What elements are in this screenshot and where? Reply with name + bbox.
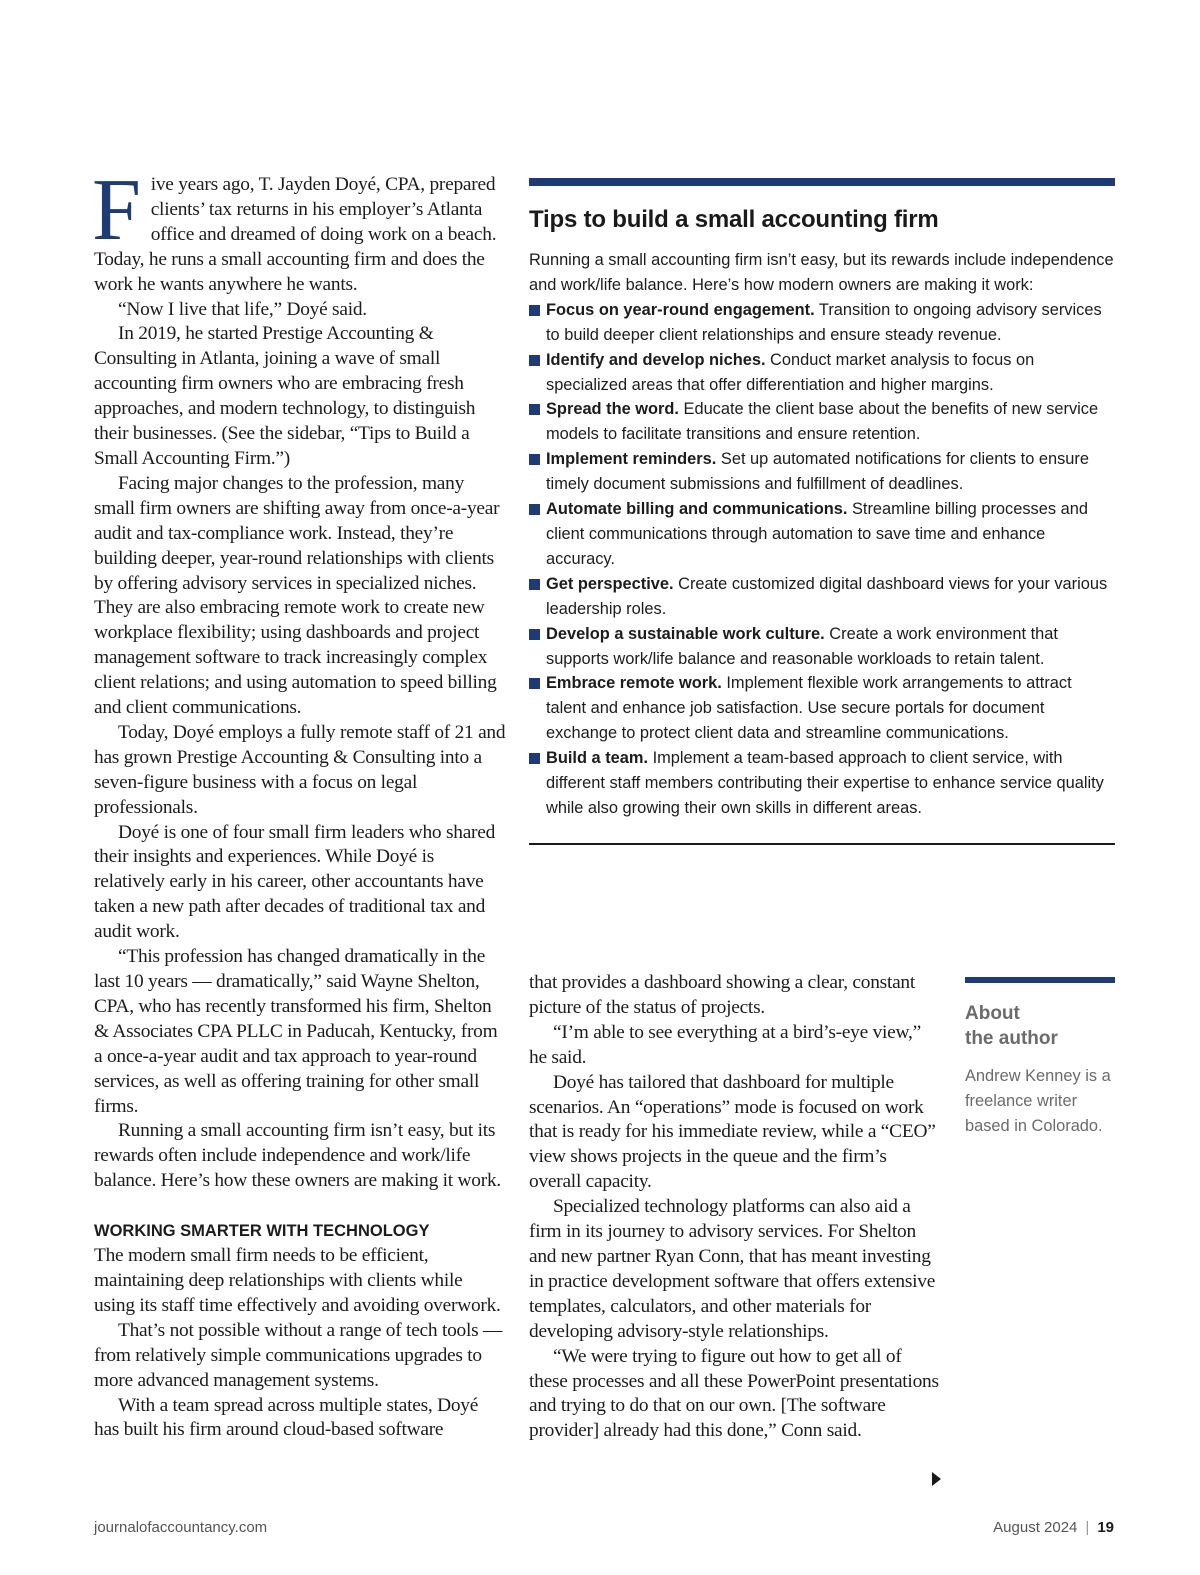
about-title-line: the author <box>965 1028 1058 1049</box>
article-paragraph: that provides a dashboard showing a clear, constant picture of the status of projects. <box>529 972 916 1018</box>
drop-cap: F <box>92 162 141 259</box>
article-paragraph: “We were trying to figure out how to get all of these processes and all these PowerPoint presentations and trying to do that on our own. [The software provider] already had this done,” Conn said. <box>529 1345 939 1442</box>
square-bullet-icon <box>529 305 540 316</box>
tip-heading: Build a team. <box>546 749 649 768</box>
tip-item <box>529 447 1115 497</box>
about-title-line: About <box>965 1003 1020 1024</box>
tip-text: Create a work environment that supports work/life balance and reasonable workloads to retain talent. <box>546 624 1058 668</box>
article-paragraph: “I’m able to see everything at a bird’s-eye view,” he said. <box>529 1021 921 1068</box>
tip-item <box>529 746 1115 821</box>
tip-heading: Embrace remote work. <box>546 674 722 693</box>
article-paragraph: “Now I live that life,” Doyé said. <box>118 298 367 320</box>
sidebar-top-rule <box>529 178 1115 186</box>
article-paragraph-text: ive years ago, T. Jayden Doyé, CPA, prepared clients’ tax returns in his employer’s Atlanta office and dreamed of doing work on a beach. Today, he runs a small accounting firm and does the work he wants anywhere he wants. <box>94 174 497 295</box>
square-bullet-icon <box>529 454 540 465</box>
tip-heading: Spread the word. <box>546 400 679 419</box>
article-paragraph: In 2019, he started Prestige Accounting & Consulting in Atlanta, joining a wave of small accounting firm owners who are embracing fresh approaches, and modern technology, to distinguish their businesses. (See the sidebar, “Tips to Build a Small Accounting Firm.”) <box>94 323 476 469</box>
article-paragraph: Specialized technology platforms can also aid a firm in its journey to advisory services. For Shelton and new partner Ryan Conn, that has meant investing in practice development software that offers extensive templates, calculators, and other materials for developing advisory-style relationships. <box>529 1196 936 1342</box>
about-top-rule <box>965 977 1115 983</box>
tip-text: Streamline billing processes and client communications through automation to save time and enhance accuracy. <box>546 500 1088 568</box>
tip-text: Conduct market analysis to focus on specialized areas that offer differentiation and higher margins. <box>546 350 1035 394</box>
article-paragraph: That’s not possible without a range of tech tools — from relatively simple communications upgrades to more advanced management systems. <box>94 1319 503 1391</box>
footer-folio <box>993 1519 1114 1536</box>
article-paragraph: Doyé is one of four small firm leaders who shared their insights and experiences. While Doyé is relatively early in his career, other accountants have taken a new path after decades of traditional tax and audit work. <box>94 821 496 943</box>
square-bullet-icon <box>529 504 540 515</box>
article-paragraph: Running a small accounting firm isn’t easy, but its rewards often include independence and work/life balance. Here’s how these owners are making it work. <box>94 1120 501 1192</box>
article-left-column <box>92 162 506 1443</box>
article-paragraph: The modern small firm needs to be efficient, maintaining deep relationships with clients while using its staff time effectively and avoiding overwork. <box>94 1245 501 1316</box>
article-paragraph: Facing major changes to the profession, many small firm owners are shifting away from once-a-year audit and tax-compliance work. Instead, they’re building deeper, year-round relationships with clients by offering advisory services in specialized niches. They are also embracing remote work to create new workplace flexibility; using dashboards and project management software to track increasingly complex client relations; and using automation to speed billing and client communications. <box>94 472 500 719</box>
section-heading: WORKING SMARTER WITH TECHNOLOGY <box>94 1222 430 1241</box>
sidebar-intro: Running a small accounting firm isn’t easy, but its rewards include independence and work/life balance. Here’s how modern owners are making it work: <box>529 251 1114 294</box>
square-bullet-icon <box>529 355 540 366</box>
square-bullet-icon <box>529 753 540 764</box>
tip-heading: Focus on year-round engagement. <box>546 300 815 319</box>
sidebar-bottom-rule <box>529 843 1115 845</box>
footer-issue: August 2024 <box>993 1519 1078 1536</box>
tip-item <box>529 497 1115 572</box>
tips-list <box>529 298 1115 821</box>
tip-heading: Implement reminders. <box>546 450 717 469</box>
sidebar-title: Tips to build a small accounting firm <box>529 206 939 233</box>
square-bullet-icon <box>529 579 540 590</box>
tip-text: Implement a team-based approach to client service, with different staff members contributing their expertise to enhance service quality while also growing their own skills in different areas. <box>546 749 1104 817</box>
article-middle-column <box>529 971 941 1444</box>
article-paragraph: With a team spread across multiple states, Doyé has built his firm around cloud-based software <box>94 1394 479 1441</box>
tip-text: Create customized digital dashboard views for your various leadership roles. <box>546 574 1108 618</box>
tip-heading: Automate billing and communications. <box>546 500 848 519</box>
tip-text: Transition to ongoing advisory services to build deeper client relationships and ensure steady revenue. <box>546 300 1102 344</box>
tip-text: Implement flexible work arrangements to attract talent and enhance job satisfaction. Use secure portals for document exchange to protect client data and streamline communications. <box>546 674 1072 743</box>
tip-item <box>529 397 1115 447</box>
article-paragraph: Today, Doyé employs a fully remote staff of 21 and has grown Prestige Accounting & Consulting into a seven-figure business with a focus on legal professionals. <box>94 721 506 818</box>
right-triangle-arrow-icon <box>932 1472 941 1486</box>
about-author-box <box>965 977 1115 1139</box>
square-bullet-icon <box>529 629 540 640</box>
tip-item <box>529 298 1115 348</box>
tip-heading: Get perspective. <box>546 574 674 593</box>
tip-item <box>529 671 1115 746</box>
about-body: Andrew Kenney is a freelance writer based in Colorado. <box>965 1067 1111 1135</box>
article-paragraph: “This profession has changed dramatically in the last 10 years — dramatically,” said Wayne Shelton, CPA, who has recently transformed his firm, Shelton & Associates CPA PLLC in Paducah, Kentucky, from a once-a-year audit and tax approach to year-round services, as well as offering training for other small firms. <box>94 946 498 1117</box>
footer-separator: | <box>1085 1519 1090 1536</box>
tip-item <box>529 572 1115 622</box>
article-paragraph: Doyé has tailored that dashboard for multiple scenarios. An “operations” mode is focused on work that is ready for his immediate review, while a “CEO” view shows projects in the queue and the firm’s overall capacity. <box>529 1071 936 1193</box>
tip-item <box>529 348 1115 398</box>
tip-heading: Develop a sustainable work culture. <box>546 624 825 643</box>
article-paragraph-lead <box>92 162 506 298</box>
tip-heading: Identify and develop niches. <box>546 350 766 369</box>
square-bullet-icon <box>529 678 540 689</box>
page-number: 19 <box>1097 1519 1114 1536</box>
footer-site: journalofaccountancy.com <box>94 1519 268 1536</box>
about-title <box>965 1001 1115 1051</box>
tips-sidebar <box>529 178 1115 845</box>
tip-text: Educate the client base about the benefits of new service models to facilitate transitions and ensure retention. <box>546 400 1099 444</box>
square-bullet-icon <box>529 404 540 415</box>
tip-item <box>529 622 1115 672</box>
tip-text: Set up automated notifications for clients to ensure timely document submissions and fulfillment of deadlines. <box>546 450 1089 494</box>
